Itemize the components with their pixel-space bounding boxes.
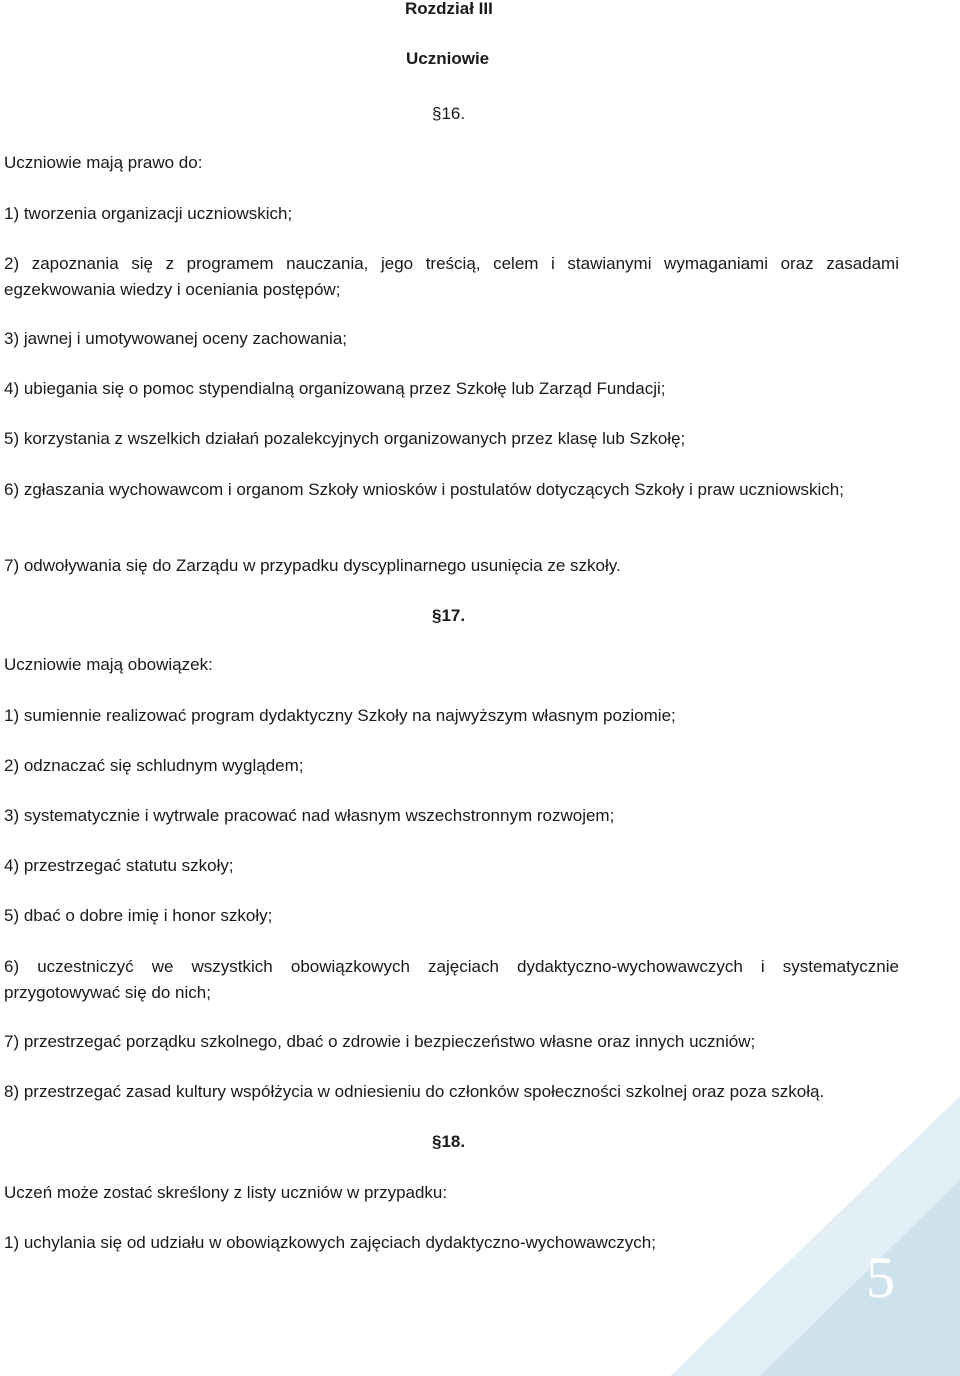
list-item: 6) uczestniczyć we wszystkich obowiązkowych zajęciach dydaktyczno-wychowawczych i systematycznie przygotowywać się do nich; xyxy=(4,957,899,1002)
list-item: 6) zgłaszania wychowawcom i organom Szkoły wniosków i postulatów dotyczących Szkoły i praw uczniowskich; xyxy=(4,480,844,499)
list-item: 8) przestrzegać zasad kultury współżycia w odniesieniu do członków społeczności szkolnej oraz poza szkołą. xyxy=(4,1082,825,1101)
chapter-subtitle: Uczniowie xyxy=(406,49,490,68)
list-item: 1) tworzenia organizacji uczniowskich; xyxy=(4,204,293,223)
section-number: §16. xyxy=(432,104,466,123)
list-item: 7) przestrzegać porządku szkolnego, dbać o zdrowie i bezpieczeństwo własne oraz innych uczniów; xyxy=(4,1032,756,1051)
section-intro: Uczniowie mają obowiązek: xyxy=(4,655,213,674)
list-item: 3) jawnej i umotywowanej oceny zachowania; xyxy=(4,329,348,348)
section-number: §18. xyxy=(432,1132,466,1151)
list-item: 7) odwoływania się do Zarządu w przypadku dyscyplinarnego usunięcia ze szkoły. xyxy=(4,556,621,575)
list-item: 2) zapoznania się z programem nauczania, jego treścią, celem i stawianymi wymaganiami oraz zasadami egzekwowania wiedzy i oceniania postępów; xyxy=(4,254,899,299)
list-item: 3) systematycznie i wytrwale pracować nad własnym wszechstronnym rozwojem; xyxy=(4,806,615,825)
list-item: 5) korzystania z wszelkich działań pozalekcyjnych organizowanych przez klasę lub Szkołę; xyxy=(4,429,686,448)
chapter-title: Rozdział III xyxy=(405,0,493,18)
list-item: 4) ubiegania się o pomoc stypendialną organizowaną przez Szkołę lub Zarząd Fundacji; xyxy=(4,379,666,398)
list-item: 2) odznaczać się schludnym wyglądem; xyxy=(4,756,304,775)
list-item: 4) przestrzegać statutu szkoły; xyxy=(4,856,234,875)
section-number: §17. xyxy=(432,606,466,625)
page-number: 5 xyxy=(866,1245,895,1310)
section-intro: Uczeń może zostać skreślony z listy uczniów w przypadku: xyxy=(4,1183,448,1202)
list-item: 1) uchylania się od udziału w obowiązkowych zajęciach dydaktyczno-wychowawczych; xyxy=(4,1233,656,1252)
list-item: 5) dbać o dobre imię i honor szkoły; xyxy=(4,906,273,925)
section-intro: Uczniowie mają prawo do: xyxy=(4,153,203,172)
list-item: 1) sumiennie realizować program dydaktyczny Szkoły na najwyższym własnym poziomie; xyxy=(4,706,676,725)
